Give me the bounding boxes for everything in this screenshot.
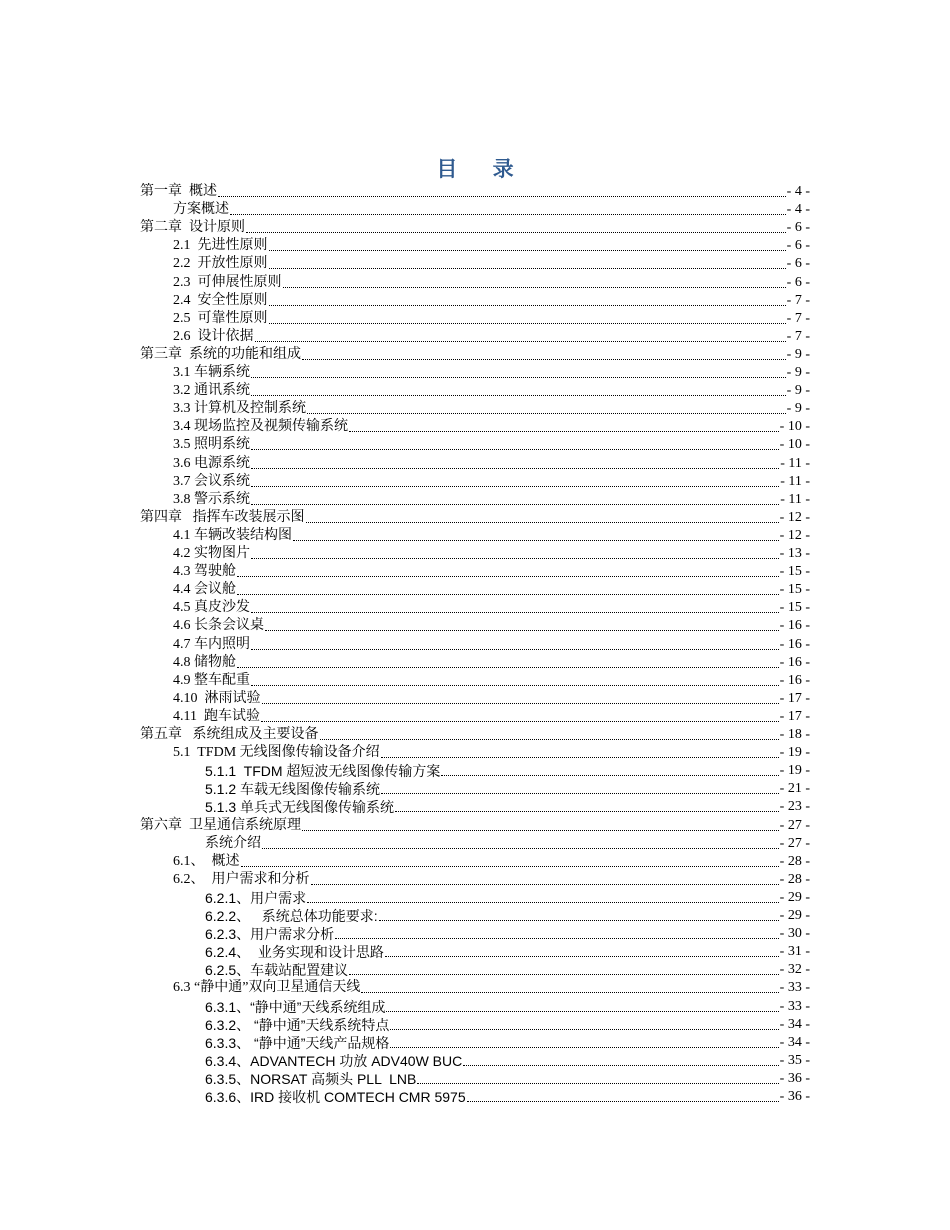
toc-entry[interactable] — [205, 960, 810, 978]
toc-dot-leader — [251, 557, 779, 559]
toc-entry[interactable] — [173, 978, 810, 996]
toc-entry[interactable] — [173, 327, 810, 345]
toc-entry-label: 方案概述 — [173, 202, 229, 218]
toc-entry[interactable] — [173, 472, 810, 490]
toc-entry-page-number: - 9 - — [786, 346, 810, 362]
toc-entry-label: 第四章 指挥车改装展示图 — [140, 509, 305, 525]
toc-entry[interactable] — [173, 291, 810, 309]
toc-entry[interactable] — [173, 635, 810, 653]
toc-entry-label: 2.3 可伸展性原则 — [173, 274, 282, 290]
toc-entry-page-number: - 34 - — [779, 1034, 810, 1050]
toc-dot-leader — [320, 738, 779, 740]
toc-entry-label: 3.7 会议系统 — [173, 473, 250, 489]
toc-entry-page-number: - 33 - — [779, 998, 810, 1014]
toc-entry-label: 2.1 先进性原则 — [173, 238, 268, 254]
toc-entry-label: 4.6 长条会议桌 — [173, 618, 264, 634]
toc-dot-leader — [385, 955, 779, 957]
toc-entry-page-number: - 9 - — [786, 401, 810, 417]
toc-entry[interactable] — [173, 254, 810, 272]
toc-entry-page-number: - 29 - — [779, 889, 810, 905]
toc-entry-label: 5.1.3 单兵式无线图像传输系统 — [205, 799, 395, 816]
toc-dot-leader — [335, 937, 779, 939]
toc-entry-label: 4.5 真皮沙发 — [173, 600, 250, 616]
toc-entry-label: 6.3 “静中通”双向卫星通信天线 — [173, 980, 361, 996]
toc-entry-page-number: - 16 - — [779, 618, 810, 634]
toc-entry-page-number: - 9 - — [786, 365, 810, 380]
toc-dot-leader — [261, 720, 779, 722]
toc-entry[interactable] — [173, 743, 810, 761]
toc-entry[interactable] — [140, 182, 810, 200]
toc-entry-label: 4.4 会议舱 — [173, 582, 236, 598]
toc-entry[interactable] — [173, 616, 810, 634]
toc-entry-page-number: - 28 - — [779, 871, 810, 887]
toc-entry[interactable] — [205, 797, 810, 815]
toc-entry-page-number: - 32 - — [779, 962, 810, 978]
toc-entry-label: 3.4 现场监控及视频传输系统 — [173, 419, 348, 435]
toc-dot-leader — [246, 231, 786, 233]
toc-dot-leader — [463, 1064, 778, 1066]
toc-dot-leader — [251, 684, 779, 686]
toc-entry-label: 第一章 概述 — [140, 184, 217, 199]
toc-entry-label: 6.2.3、用户需求分析 — [205, 926, 335, 943]
toc-dot-leader — [311, 883, 779, 885]
toc-dot-leader — [269, 304, 786, 306]
toc-entry-label: 6.2.1、用户需求 — [205, 889, 307, 906]
toc-dot-leader — [293, 539, 779, 541]
toc-entry-page-number: - 17 - — [779, 708, 810, 724]
toc-dot-leader — [307, 901, 779, 903]
toc-dot-leader — [262, 847, 779, 849]
toc-entry-page-number: - 36 - — [779, 1089, 810, 1104]
toc-entry-page-number: - 21 - — [779, 781, 810, 797]
toc-entry[interactable] — [205, 888, 810, 906]
toc-entry[interactable] — [173, 526, 810, 544]
toc-dot-leader — [230, 213, 786, 215]
toc-entry-page-number: - 4 - — [786, 202, 810, 218]
toc-entry-label: 3.6 电源系统 — [173, 455, 250, 471]
toc-entry-page-number: - 19 - — [779, 745, 810, 761]
toc-entry[interactable] — [205, 1033, 810, 1051]
toc-entry-page-number: - 16 - — [779, 654, 810, 670]
toc-entry-page-number: - 35 - — [779, 1052, 810, 1068]
toc-entry[interactable] — [173, 852, 810, 870]
toc-entry-page-number: - 17 - — [779, 690, 810, 706]
toc-entry[interactable] — [173, 363, 810, 381]
toc-entry-page-number: - 33 - — [779, 980, 810, 996]
toc-entry-page-number: - 12 - — [779, 527, 810, 543]
toc-entry[interactable] — [173, 435, 810, 453]
toc-entry[interactable] — [173, 417, 810, 435]
toc-entry-page-number: - 11 - — [780, 473, 810, 489]
toc-entry[interactable] — [205, 779, 810, 797]
toc-entry[interactable] — [173, 689, 810, 707]
toc-dot-leader — [379, 919, 779, 921]
toc-entry[interactable] — [205, 924, 810, 942]
toc-entry-label: 6.3.3、 “静中通”天线产品规格 — [205, 1034, 390, 1051]
toc-entry-label: 3.5 照明系统 — [173, 437, 250, 453]
toc-entry-page-number: - 10 - — [779, 437, 810, 453]
toc-entry[interactable] — [205, 997, 810, 1015]
toc-entry-label: 第三章 系统的功能和组成 — [140, 346, 301, 362]
toc-dot-leader — [306, 521, 779, 523]
toc-entry[interactable] — [173, 598, 810, 616]
toc-entry-label: 6.2.4、 业务实现和设计思路 — [205, 944, 384, 961]
toc-entry-page-number: - 16 - — [779, 636, 810, 652]
toc-entry[interactable] — [205, 834, 810, 852]
toc-entry-label: 4.2 实物图片 — [173, 546, 250, 561]
toc-dot-leader — [251, 503, 779, 505]
toc-dot-leader — [361, 991, 778, 993]
toc-entry-page-number: - 7 - — [786, 292, 810, 308]
toc-entry-label: 2.2 开放性原则 — [173, 256, 268, 272]
toc-entry-label: 系统介绍 — [205, 835, 261, 851]
toc-entry-page-number: - 10 - — [779, 419, 810, 435]
toc-dot-leader — [237, 666, 779, 668]
toc-entry[interactable] — [173, 671, 810, 689]
toc-entry-label: 3.3 计算机及控制系统 — [173, 401, 306, 417]
toc-dot-leader — [251, 376, 786, 378]
toc-entry-label: 6.3.5、NORSAT 高频头 PLL LNB — [205, 1070, 417, 1087]
toc-entry-page-number: - 30 - — [779, 926, 810, 942]
toc-entry-label: 3.2 通讯系统 — [173, 383, 250, 399]
toc-entry-label: 6.3.4、ADVANTECH 功放 ADV40W BUC — [205, 1052, 463, 1069]
toc-entry[interactable] — [173, 544, 810, 562]
toc-entry-label: 6.2.2、 系统总体功能要求: — [205, 908, 378, 924]
toc-entry-page-number: - 23 - — [779, 799, 810, 815]
toc-entry-label: 4.8 储物舱 — [173, 654, 236, 670]
toc-entry[interactable] — [173, 381, 810, 399]
toc-entry-label: 2.6 设计依据 — [173, 328, 254, 344]
toc-entry[interactable] — [140, 345, 810, 363]
toc-entry[interactable] — [205, 1087, 810, 1105]
toc-dot-leader — [262, 702, 779, 704]
toc-entry-page-number: - 7 - — [786, 328, 810, 344]
toc-dot-leader — [269, 249, 786, 251]
toc-entry[interactable] — [205, 1015, 810, 1033]
toc-entry[interactable] — [173, 580, 810, 598]
toc-entry-label: 6.1、 概述 — [173, 853, 240, 869]
toc-entry-page-number: - 16 - — [779, 672, 810, 688]
toc-entry[interactable] — [205, 1069, 810, 1087]
toc-dot-leader — [390, 1028, 778, 1030]
toc-entry-label: 6.3.1、“静中通”天线系统组成 — [205, 998, 386, 1015]
toc-entry-page-number: - 6 - — [786, 256, 810, 272]
toc-entry-label: 第五章 系统组成及主要设备 — [140, 727, 319, 742]
toc-dot-leader — [265, 629, 779, 631]
toc-entry[interactable] — [205, 761, 810, 779]
toc-entry-page-number: - 19 - — [779, 763, 810, 779]
toc-entry-page-number: - 7 - — [786, 310, 810, 326]
toc-entry-page-number: - 27 - — [779, 817, 810, 833]
toc-entry-page-number: - 9 - — [786, 383, 810, 399]
toc-entry-label: 5.1 TFDM 无线图像传输设备介绍 — [173, 745, 380, 761]
toc-entry-label: 4.10 淋雨试验 — [173, 690, 261, 706]
toc-dot-leader — [386, 1010, 778, 1012]
toc-entry[interactable] — [173, 454, 810, 472]
toc-dot-leader — [417, 1082, 778, 1084]
toc-entry-page-number: - 18 - — [779, 727, 810, 742]
toc-dot-leader — [251, 648, 779, 650]
toc-dot-leader — [307, 412, 786, 414]
toc-entry-label: 4.3 驾驶舱 — [173, 564, 236, 580]
toc-dot-leader — [251, 611, 779, 613]
toc-entry-label: 第六章 卫星通信系统原理 — [140, 817, 301, 833]
toc-entry-label: 4.9 整车配重 — [173, 672, 250, 688]
toc-entry[interactable] — [140, 218, 810, 236]
toc-dot-leader — [441, 774, 778, 776]
toc-entry-label: 3.1 车辆系统 — [173, 365, 250, 380]
toc-dot-leader — [349, 430, 779, 432]
toc-entry-page-number: - 15 - — [779, 582, 810, 598]
toc-dot-leader — [237, 593, 779, 595]
toc-entry-page-number: - 34 - — [779, 1016, 810, 1032]
toc-entry-label: 4.11 跑车试验 — [173, 708, 260, 724]
toc-entry[interactable] — [173, 273, 810, 291]
toc-entry[interactable] — [173, 707, 810, 725]
toc-dot-leader — [467, 1100, 779, 1102]
toc-entry-label: 6.3.2、 “静中通”天线系统特点 — [205, 1016, 390, 1033]
toc-entry-page-number: - 27 - — [779, 835, 810, 851]
toc-dot-leader — [302, 829, 779, 831]
toc-entry[interactable] — [173, 399, 810, 417]
toc-dot-leader — [251, 394, 786, 396]
toc-entry[interactable] — [205, 1051, 810, 1069]
toc-entry-page-number: - 15 - — [779, 600, 810, 616]
toc-entry-page-number: - 13 - — [779, 546, 810, 561]
toc-dot-leader — [381, 756, 779, 758]
toc-dot-leader — [251, 467, 779, 469]
toc-entry[interactable] — [173, 562, 810, 580]
toc-entry[interactable] — [140, 725, 810, 743]
toc-entry-label: 5.1.1 TFDM 超短波无线图像传输方案 — [205, 763, 441, 780]
toc-entry-label: 6.2.5、车载站配置建议 — [205, 962, 349, 979]
toc-title: 目 录 — [436, 156, 528, 181]
toc-dot-leader — [218, 195, 786, 197]
toc-entry-label: 2.5 可靠性原则 — [173, 310, 268, 326]
toc-entry[interactable] — [173, 200, 810, 218]
toc-entry[interactable] — [173, 490, 810, 508]
toc-dot-leader — [395, 810, 779, 812]
toc-entry[interactable] — [173, 653, 810, 671]
toc-entry-label: 第二章 设计原则 — [140, 220, 245, 236]
toc-dot-leader — [381, 792, 779, 794]
toc-dot-leader — [283, 286, 786, 288]
toc-entry-page-number: - 15 - — [779, 564, 810, 580]
toc-entry[interactable] — [173, 236, 810, 254]
toc-dot-leader — [302, 358, 786, 360]
toc-entry-label: 6.3.6、IRD 接收机 COMTECH CMR 5975 — [205, 1089, 466, 1105]
toc-dot-leader — [251, 485, 779, 487]
toc-dot-leader — [390, 1046, 778, 1048]
toc-dot-leader — [241, 865, 779, 867]
toc-entry-page-number: - 36 - — [779, 1070, 810, 1086]
toc-dot-leader — [349, 973, 779, 975]
toc-dot-leader — [269, 322, 786, 324]
toc-entry-page-number: - 12 - — [779, 509, 810, 525]
toc-entry-page-number: - 29 - — [779, 908, 810, 923]
toc-entry-label: 2.4 安全性原则 — [173, 292, 268, 308]
toc-dot-leader — [255, 340, 786, 342]
toc-entry-page-number: - 31 - — [779, 944, 810, 960]
toc-entry[interactable] — [140, 816, 810, 834]
toc-entry[interactable] — [205, 906, 810, 924]
toc-entry-label: 5.1.2 车载无线图像传输系统 — [205, 781, 381, 798]
toc-entry-page-number: - 28 - — [779, 853, 810, 869]
toc-entry-page-number: - 6 - — [786, 238, 810, 254]
toc-entry[interactable] — [173, 309, 810, 327]
toc-dot-leader — [251, 448, 779, 450]
toc-entry-page-number: - 11 - — [780, 491, 810, 507]
toc-entry[interactable] — [205, 942, 810, 960]
toc-entry-label: 4.7 车内照明 — [173, 636, 250, 652]
toc-entry-page-number: - 6 - — [786, 274, 810, 290]
toc-entry-label: 3.8 警示系统 — [173, 491, 250, 507]
toc-dot-leader — [269, 267, 786, 269]
toc-entry[interactable] — [140, 508, 810, 526]
toc-entry-label: 6.2、 用户需求和分析 — [173, 871, 310, 887]
toc-entry-page-number: - 4 - — [786, 184, 810, 199]
toc-entry-page-number: - 6 - — [786, 220, 810, 236]
toc-entry-page-number: - 11 - — [780, 455, 810, 471]
toc-entry-label: 4.1 车辆改装结构图 — [173, 527, 292, 543]
toc-entry[interactable] — [173, 870, 810, 888]
toc-dot-leader — [237, 575, 779, 577]
